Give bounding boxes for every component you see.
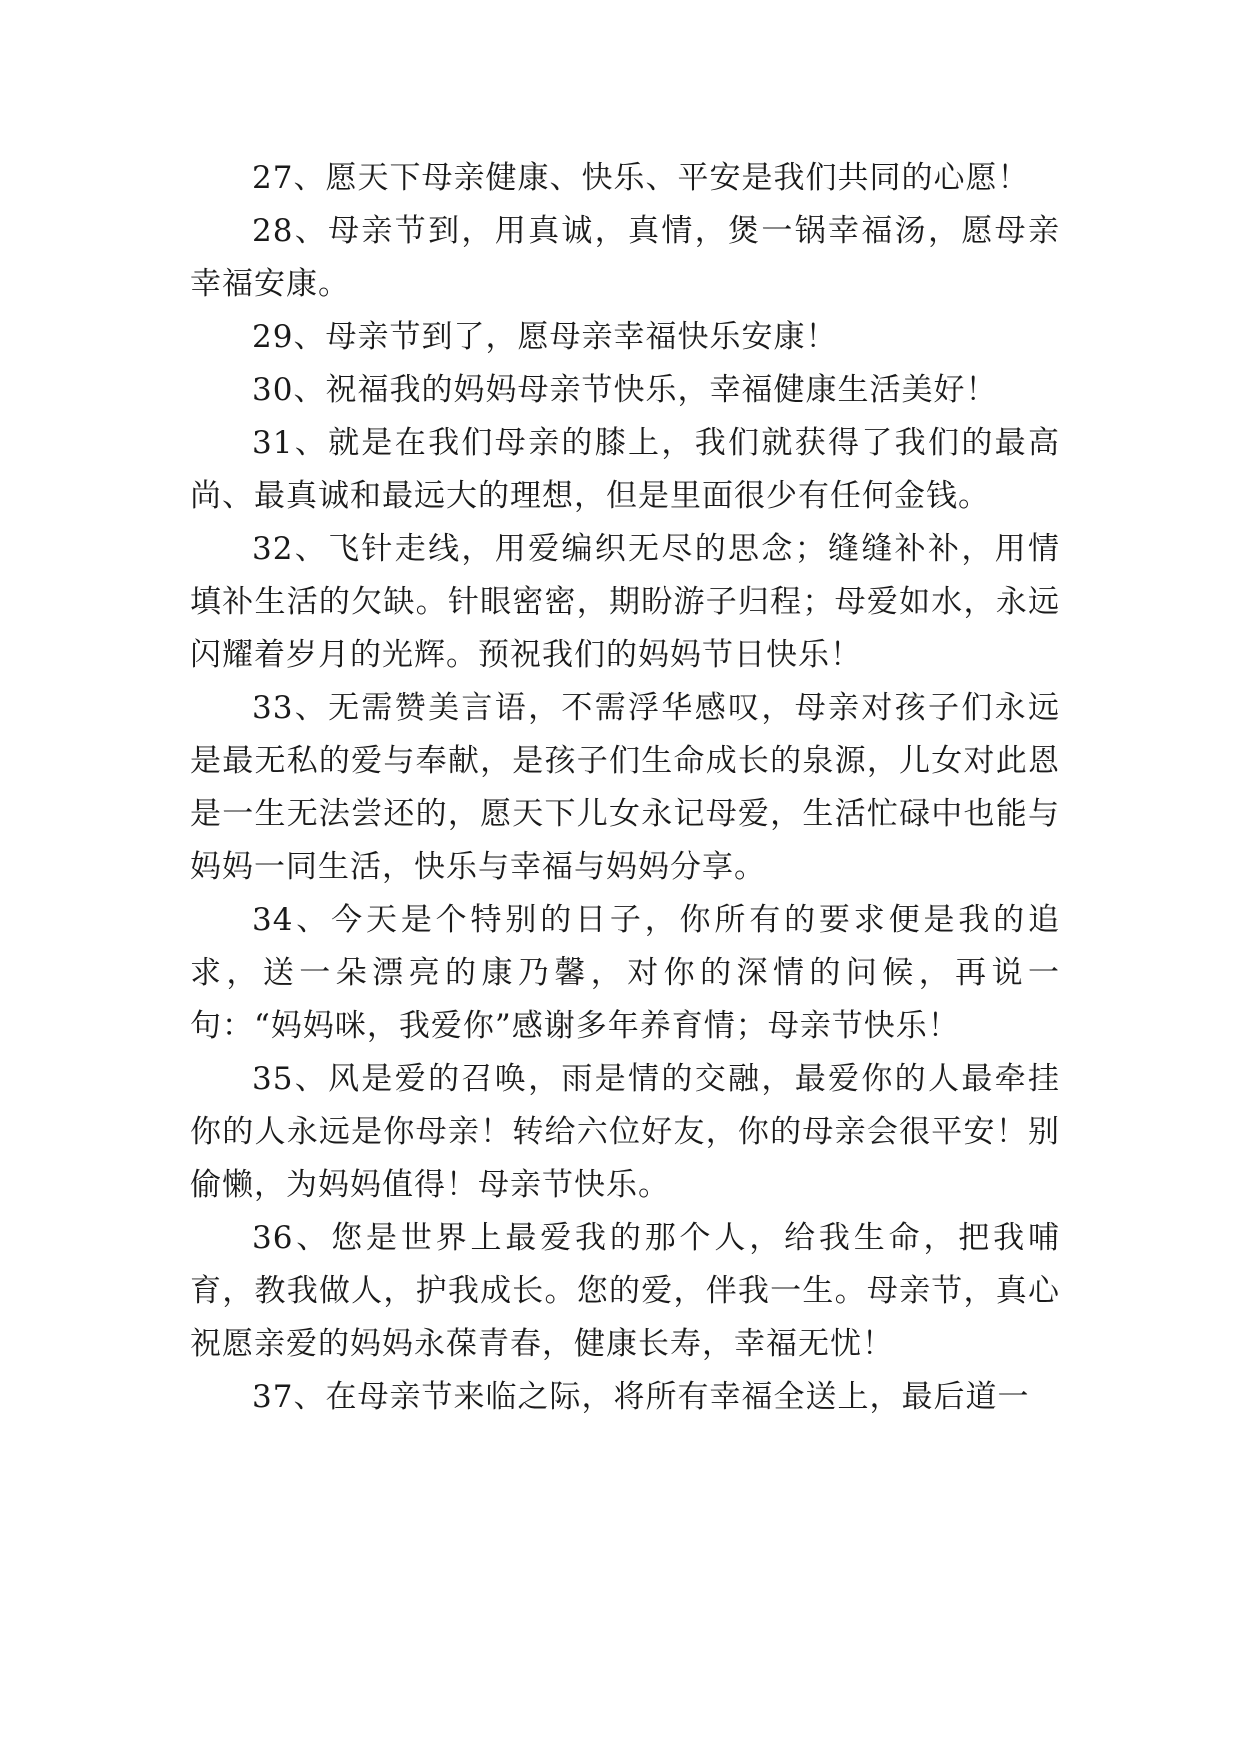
paragraph-32: 32、飞针走线，用爱编织无尽的思念；缝缝补补，用情填补生活的欠缺。针眼密密，期盼游子归程；母爱如水，永远闪耀着岁月的光辉。预祝我们的妈妈节日快乐！ <box>190 531 1060 673</box>
paragraph-37: 37、在母亲节来临之际，将所有幸福全送上，最后道一 <box>252 1379 1030 1415</box>
paragraph-29: 29、母亲节到了，愿母亲幸福快乐安康！ <box>252 319 838 355</box>
paragraph-34: 34、今天是个特别的日子，你所有的要求便是我的追求，送一朵漂亮的康乃馨，对你的深情的问候，再说一句：“妈妈咪，我爱你”感谢多年养育情；母亲节快乐！ <box>190 902 1060 1044</box>
paragraph-28: 28、母亲节到，用真诚，真情，煲一锅幸福汤，愿母亲幸福安康。 <box>190 213 1060 302</box>
paragraph-33: 33、无需赞美言语，不需浮华感叹，母亲对孩子们永远是最无私的爱与奉献，是孩子们生命成长的泉源，儿女对此恩是一生无法尝还的，愿天下儿女永记母爱，生活忙碌中也能与妈妈一同生活，快乐与幸福与妈妈分享。 <box>190 690 1060 885</box>
paragraph-27: 27、愿天下母亲健康、快乐、平安是我们共同的心愿！ <box>252 160 1030 196</box>
paragraph-35: 35、风是爱的召唤，雨是情的交融，最爱你的人最牵挂你的人永远是你母亲！转给六位好友，你的母亲会很平安！别偷懒，为妈妈值得！母亲节快乐。 <box>190 1061 1060 1203</box>
paragraph-36: 36、您是世界上最爱我的那个人，给我生命，把我哺育，教我做人，护我成长。您的爱，伴我一生。母亲节，真心祝愿亲爱的妈妈永葆青春，健康长寿，幸福无忧！ <box>190 1220 1060 1362</box>
paragraph-30: 30、祝福我的妈妈母亲节快乐，幸福健康生活美好！ <box>252 372 998 408</box>
paragraph-31: 31、就是在我们母亲的膝上，我们就获得了我们的最高尚、最真诚和最远大的理想，但是里面很少有任何金钱。 <box>190 425 1060 514</box>
document-body <box>190 152 1060 1424</box>
